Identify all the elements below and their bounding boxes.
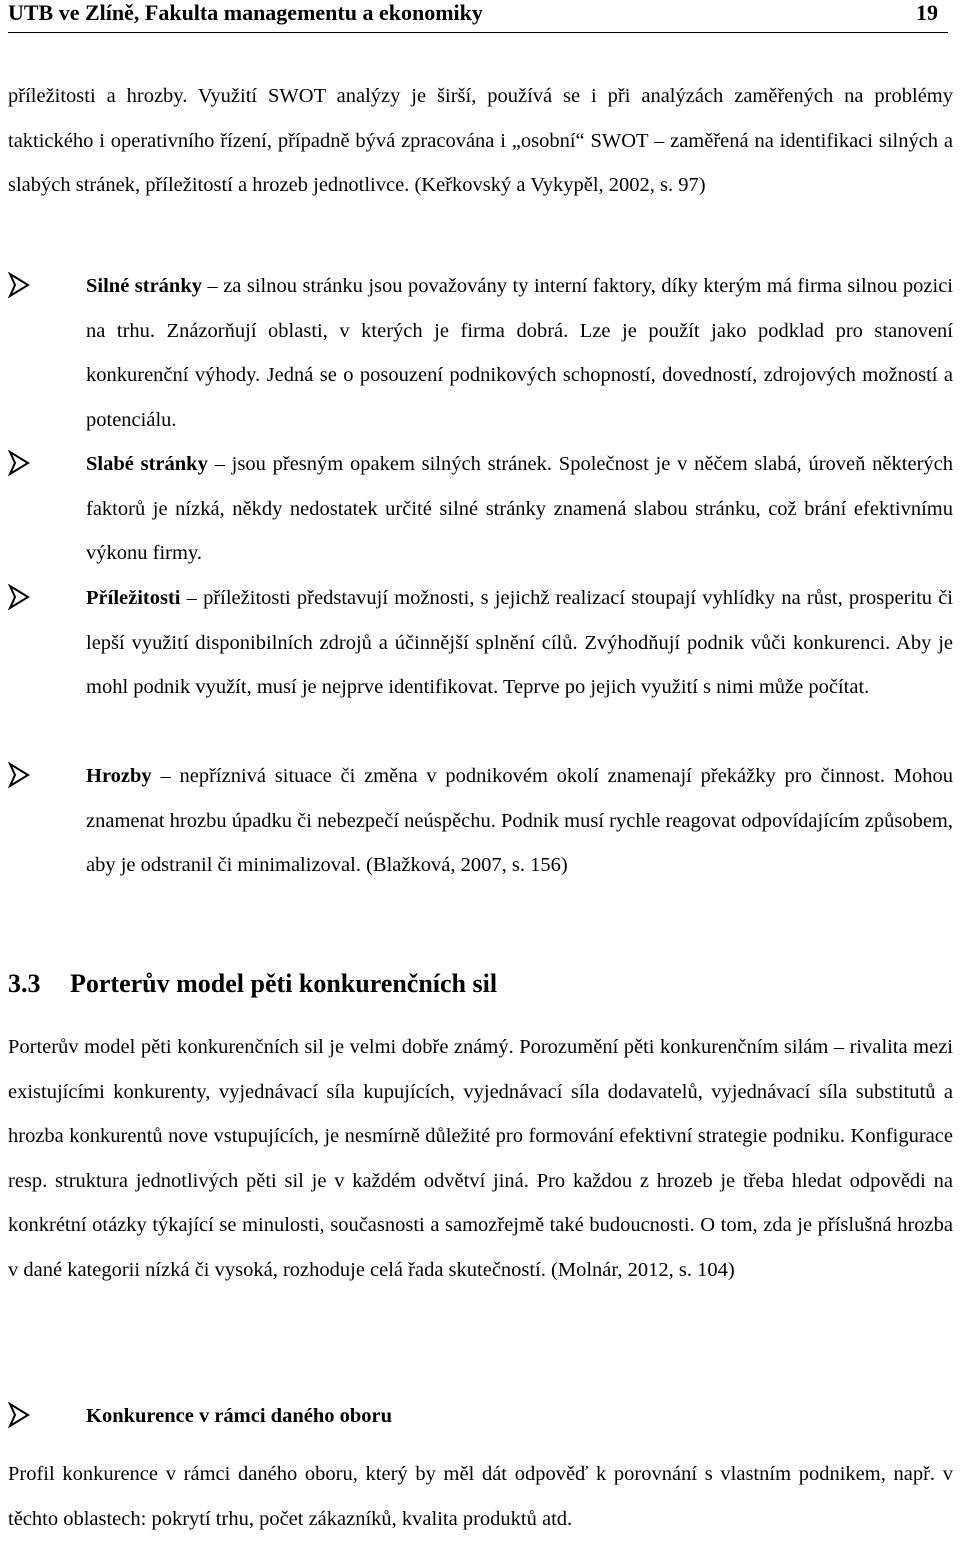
arrow-bullet-icon — [8, 272, 30, 298]
section-heading — [8, 962, 497, 1006]
bullet-term: Silné stránky — [86, 275, 202, 297]
bullet-text — [86, 1394, 953, 1439]
arrow-bullet-icon — [8, 762, 30, 788]
arrow-bullet-icon — [8, 450, 30, 476]
page-header — [8, 0, 948, 33]
header-title: UTB ve Zlíně, Fakulta managementu a ekonomiky — [8, 0, 483, 25]
bullet-text — [86, 754, 953, 888]
bullet-term: Konkurence v rámci daného oboru — [86, 1405, 392, 1427]
section-paragraph: Porterův model pěti konkurenčních sil je velmi dobře známý. Porozumění pěti konkurenčním silám – rivalita mezi existujícími konkurenty, vyjednávací síla kupujících, vyjednávací síla dodavatelů, vyjednávací síla substitutů a hrozba konkurentů nove vstupujících, je nesmírně důležité pro formování efektivní strategie podniku. Konfigurace resp. struktura jednotlivých pěti sil je v každém odvětví jiná. Pro každou z hrozeb je třeba hledat odpovědi na konkrétní otázky týkající se minulosti, současnosti a samozřejmě také budoucnosti. O tom, zda je příslušná hrozba v dané kategorii nízká či vysoká, rozhoduje celá řada skutečností. (Molnár, 2012, s. 104) — [8, 1036, 953, 1281]
bullet-term: Slabé stránky — [86, 453, 208, 475]
bullet-description: – nepříznivá situace či změna v podnikovém okolí znamenají překážky pro činnost. Mohou znamenat hrozbu úpadku či nebezpečí neúspěchu. Podnik musí rychle reagovat odpovídajícím způsobem, aby je odstranil či minimalizoval. (Blažková, 2007, s. 156) — [86, 765, 953, 877]
bullet-text — [86, 264, 953, 442]
bullet-description: – jsou přesným opakem silných stránek. Společnost je v něčem slabá, úroveň některých faktorů je nízká, někdy nedostatek určité silné stránky znamená slabou stránku, což brání efektivnímu výkonu firmy. — [86, 453, 953, 565]
bullet-text — [86, 576, 953, 710]
bullet-term: Hrozby — [86, 765, 152, 787]
bullet-term: Příležitosti — [86, 587, 181, 609]
arrow-bullet-icon — [8, 1402, 30, 1428]
bullet-text — [86, 442, 953, 576]
section-title: Porterův model pěti konkurenčních sil — [70, 969, 498, 998]
bullet-description: – za silnou stránku jsou považovány ty interní faktory, díky kterým má firma silnou pozici na trhu. Znázorňují oblasti, v kterých je firma dobrá. Lze je použít jako podklad pro stanovení konkurenční výhody. Jedná se o posouzení podnikových schopností, dovedností, zdrojových možností a potenciálu. — [86, 275, 953, 431]
arrow-bullet-icon — [8, 584, 30, 610]
section-number: 3.3 — [8, 969, 41, 998]
final-paragraph: Profil konkurence v rámci daného oboru, který by měl dát odpověď k porovnání s vlastním podnikem, např. v těchto oblastech: pokrytí trhu, počet zákazníků, kvalita produktů atd. — [8, 1463, 953, 1530]
bullet-description: – příležitosti představují možnosti, s jejichž realizací stoupají vyhlídky na růst, prosperitu či lepší využití disponibilních zdrojů a účinnější splnění cílů. Zvýhodňují podnik vůči konkurenci. Aby je mohl podnik využít, musí je nejprve identifikovat. Teprve po jejich využití s nimi může počítat. — [86, 587, 953, 699]
intro-paragraph: příležitosti a hrozby. Využití SWOT analýzy je širší, používá se i při analýzách zaměřených na problémy taktického i operativního řízení, případně bývá zpracována i „osobní“ SWOT – zaměřená na identifikaci silných a slabých stránek, příležitostí a hrozeb jednotlivce. (Keřkovský a Vykypěl, 2002, s. 97) — [8, 85, 953, 197]
page-number: 19 — [916, 0, 938, 25]
